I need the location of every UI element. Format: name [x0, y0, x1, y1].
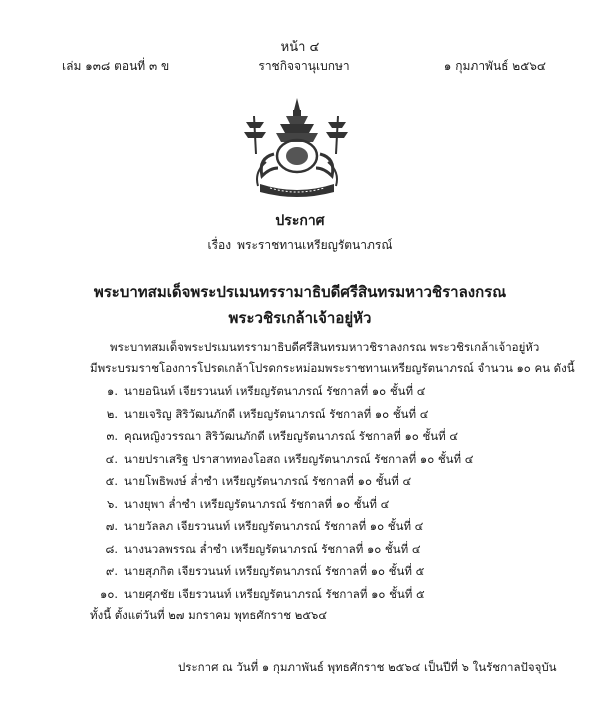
item-text: คุณหญิงวรรณา สิริวัฒนภักดี เหรียญรัตนาภรณ์ รัชกาลที่ ๑๐ ชั้นที่ ๔: [124, 429, 459, 443]
item-number: ๗.: [105, 519, 118, 533]
item-text: นายปราเสริฐ ปราสาททองโอสถ เหรียญรัตนาภรณ์ รัชกาลที่ ๑๐ ชั้นที่ ๔: [124, 451, 474, 466]
item-text: นายวัลลภ เจียรวนนท์ เหรียญรัตนาภรณ์ รัชกาลที่ ๑๐ ชั้นที่ ๔: [124, 519, 424, 533]
volume-issue: เล่ม ๑๓๘ ตอนที่ ๓ ข: [62, 59, 170, 73]
item-text: นายอนินท์ เจียรวนนท์ เหรียญรัตนาภรณ์ รัชกาลที่ ๑๐ ชั้นที่ ๔: [124, 384, 426, 398]
item-number: ๘.: [105, 541, 118, 556]
list-item: [96, 586, 473, 609]
item-text: นายเจริญ สิริวัฒนภักดี เหรียญรัตนาภรณ์ รัชกาลที่ ๑๐ ชั้นที่ ๔: [124, 406, 429, 421]
list-item: [96, 406, 473, 429]
royal-emblem-icon: [236, 96, 358, 202]
item-number: ๖.: [107, 496, 118, 511]
list-item: [96, 541, 473, 564]
page-number: หน้า ๔: [280, 40, 320, 55]
item-number: ๙.: [105, 564, 118, 578]
item-number: ๕.: [105, 474, 118, 488]
announcement-title: ประกาศ: [275, 213, 325, 229]
royal-name-line1: พระบาทสมเด็จพระปรเมนทรรามาธิบดีศรีสินทรมหาวชิราลงกรณ: [93, 283, 507, 301]
intro-line1: พระบาทสมเด็จพระปรเมนทรรามาธิบดีศรีสินทรมหาวชิราลงกรณ พระวชิรเกล้าเจ้าอยู่หัว: [110, 340, 540, 354]
list-item: [96, 518, 473, 541]
item-number: ๓.: [106, 429, 118, 443]
announcement-subject: [0, 236, 600, 255]
publication-name: ราชกิจจานุเบกษา: [258, 59, 350, 73]
item-text: นายโพธิพงษ์ ล่ำซำ เหรียญรัตนาภรณ์ รัชกาลที่ ๑๐ ชั้นที่ ๔: [124, 474, 412, 488]
gazette-header: [62, 57, 546, 75]
item-number: ๑.: [107, 384, 118, 398]
item-number: ๒.: [106, 406, 118, 421]
list-item: [96, 383, 473, 406]
announcement-closing: ประกาศ ณ วันที่ ๑ กุมภาพันธ์ พุทธศักราช ๒๕๖๔ เป็นปีที่ ๖ ในรัชกาลปัจจุบัน: [178, 660, 557, 674]
subject-label: เรื่อง: [207, 238, 232, 252]
list-item: [96, 563, 473, 586]
intro-line2: มีพระบรมราชโองการโปรดเกล้าโปรดกระหม่อมพระราชทานเหรียญรัตนาภรณ์ จำนวน ๑๐ คน ดังนี้: [90, 361, 575, 375]
recipient-list: [96, 383, 473, 608]
item-text: นางยุพา ล่ำซำ เหรียญรัตนาภรณ์ รัชกาลที่ ๑๐ ชั้นที่ ๔: [124, 496, 390, 511]
subject-text: พระราชทานเหรียญรัตนาภรณ์: [237, 238, 393, 252]
item-text: นายสุภกิต เจียรวนนท์ เหรียญรัตนาภรณ์ รัชกาลที่ ๑๐ ชั้นที่ ๕: [124, 564, 425, 578]
list-item: [96, 451, 473, 474]
list-item: [96, 496, 473, 519]
list-item: [96, 473, 473, 496]
item-text: นายศุภชัย เจียรวนนท์ เหรียญรัตนาภรณ์ รัชกาลที่ ๑๐ ชั้นที่ ๕: [124, 586, 425, 601]
item-text: นางนวลพรรณ ล่ำซำ เหรียญรัตนาภรณ์ รัชกาลที่ ๑๐ ชั้นที่ ๔: [124, 541, 421, 556]
publication-date: ๑ กุมภาพันธ์ ๒๕๖๔: [443, 59, 546, 73]
item-number: ๔.: [105, 451, 118, 466]
list-item: [96, 428, 473, 451]
effective-date: ทั้งนี้ ตั้งแต่วันที่ ๒๗ มกราคม พุทธศักราช ๒๕๖๔: [90, 608, 328, 622]
royal-name-line2: พระวชิรเกล้าเจ้าอยู่หัว: [228, 309, 372, 327]
item-number: ๑๐.: [100, 586, 118, 601]
